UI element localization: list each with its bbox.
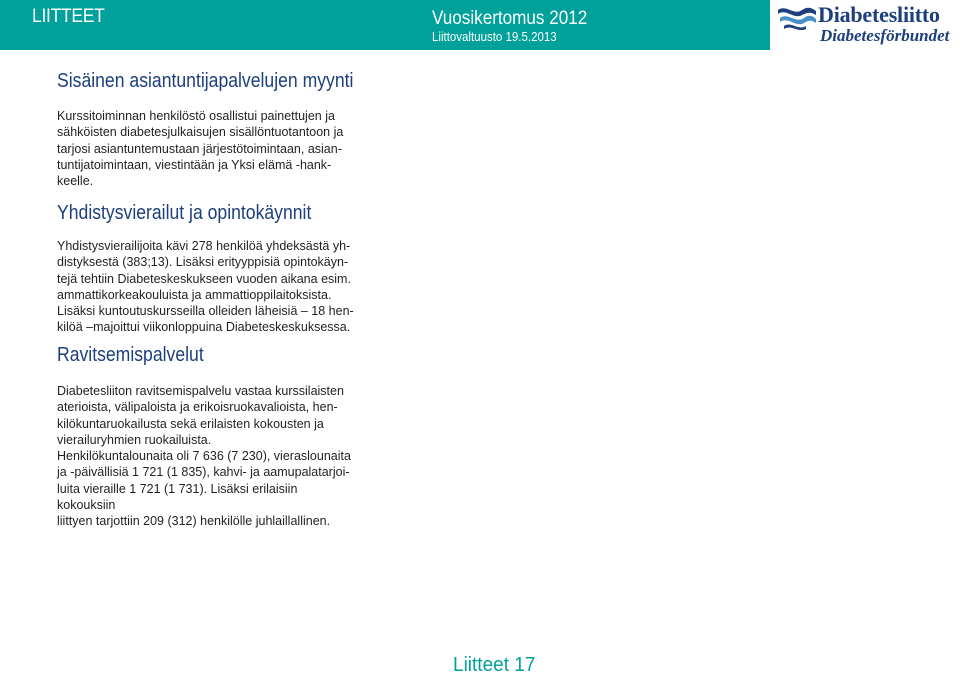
wave-logo-icon (776, 2, 818, 32)
diabetesliitto-logo (770, 0, 960, 50)
page-number: Liitteet 17 (453, 654, 536, 676)
report-title: Vuosikertomus 2012 (432, 8, 588, 29)
section-heading-sales: Sisäinen asiantuntijapalvelujen myynti (57, 70, 354, 92)
section-body-catering: Diabetesliiton ravitsemispalvelu vastaa kurssilaisten aterioista, välipaloista ja erikoisruokavalioista, hen- kilökuntaruokailusta sekä erilaisten kokousten ja vierailuryhmien ruokailuista. Henkilökuntalounaita oli 7 636 (7 230), vieraslounaita ja -päivällisiä 1 721 (1 835), kahvi- ja aamupalatarjoi- luita vieraille 1 721 (1 731). Lisäksi erilaisiin kokouksiin liittyen tarjottiin 209 (312) henkilölle juhlaillallinen. (57, 384, 351, 529)
section-heading-visits: Yhdistysvierailut ja opintokäynnit (57, 202, 312, 224)
logo-name-sv: Diabetesförbundet (820, 26, 950, 45)
report-subtitle: Liittovaltuusto 19.5.2013 (432, 30, 557, 44)
report-info (432, 8, 605, 44)
logo-name: Diabetesliitto (818, 2, 940, 27)
section-body-visits: Yhdistysvierailijoita kävi 278 henkilöä yhdeksästä yh- distyksestä (383;13). Lisäksi erityyppisiä opintokäyn- tejä tehtiin Diabeteskeskukseen vuoden aikana esim. ammattikorkeakouluista ja ammattioppilaitoksista. Lisäksi kuntoutuskursseilla olleiden läheisiä – 18 hen- kilöä –majoittui viikonloppuina Diabeteskeskuksessa. (57, 239, 354, 335)
section-label: LIITTEET (32, 6, 105, 27)
page-header (0, 0, 960, 50)
section-heading-catering: Ravitsemispalvelut (57, 344, 204, 366)
section-body-sales: Kurssitoiminnan henkilöstö osallistui painettujen ja sähköisten diabetesjulkaisujen sisällöntuotantoon ja tarjosi asiantuntemustaan järjestötoimintaan, asian- tuntijatoimintaan, viestintään ja Yksi elämä -hank- keelle. (57, 109, 344, 189)
